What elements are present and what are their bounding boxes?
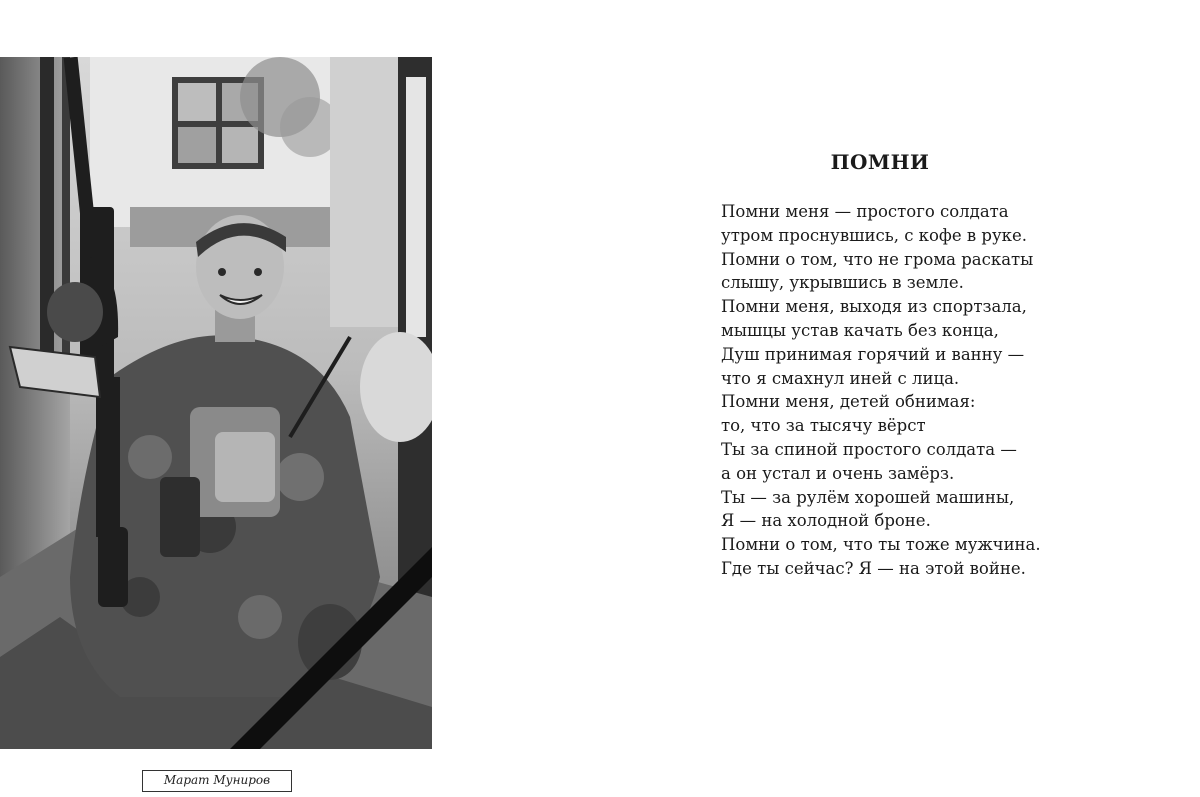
poem-line: Помни меня — простого солдата [721,202,1009,221]
poem-line: Я — на холодной броне. [721,511,931,531]
poem-title: ПОМНИ [830,150,930,174]
photo-caption: Марат Муниров [142,770,292,792]
poem-line: Ты за спиной простого солдата — [721,439,1017,459]
poem-line: что я смахнул иней с лица. [721,368,960,388]
soldier-portrait-photo [0,57,432,749]
poem-line: Помни о том, что ты тоже мужчина. [721,535,1041,555]
poem-line: Ты — за рулём хорошей машины, [721,487,1015,507]
poem-line: Где ты сейчас? Я — на этой войне. [721,558,1026,578]
poem-line: Помни меня, детей обнимая: [721,392,976,412]
poem-line: Помни меня, выходя из спортзала, [721,297,1027,317]
poem-line: Помни о том, что не грома раскаты [721,249,1034,269]
poem-line: слышу, укрывшись в земле. [721,273,964,293]
poem-text [721,200,1181,581]
poem-line: то, что за тысячу вёрст [721,416,926,436]
poem-line: а он устал и очень замёрз. [721,463,955,483]
poem-line: Душ принимая горячий и ванну — [721,344,1025,364]
poem-line: утром проснувшись, с кофе в руке. [721,225,1027,245]
poem-line: мышцы устав качать без конца, [721,320,999,340]
